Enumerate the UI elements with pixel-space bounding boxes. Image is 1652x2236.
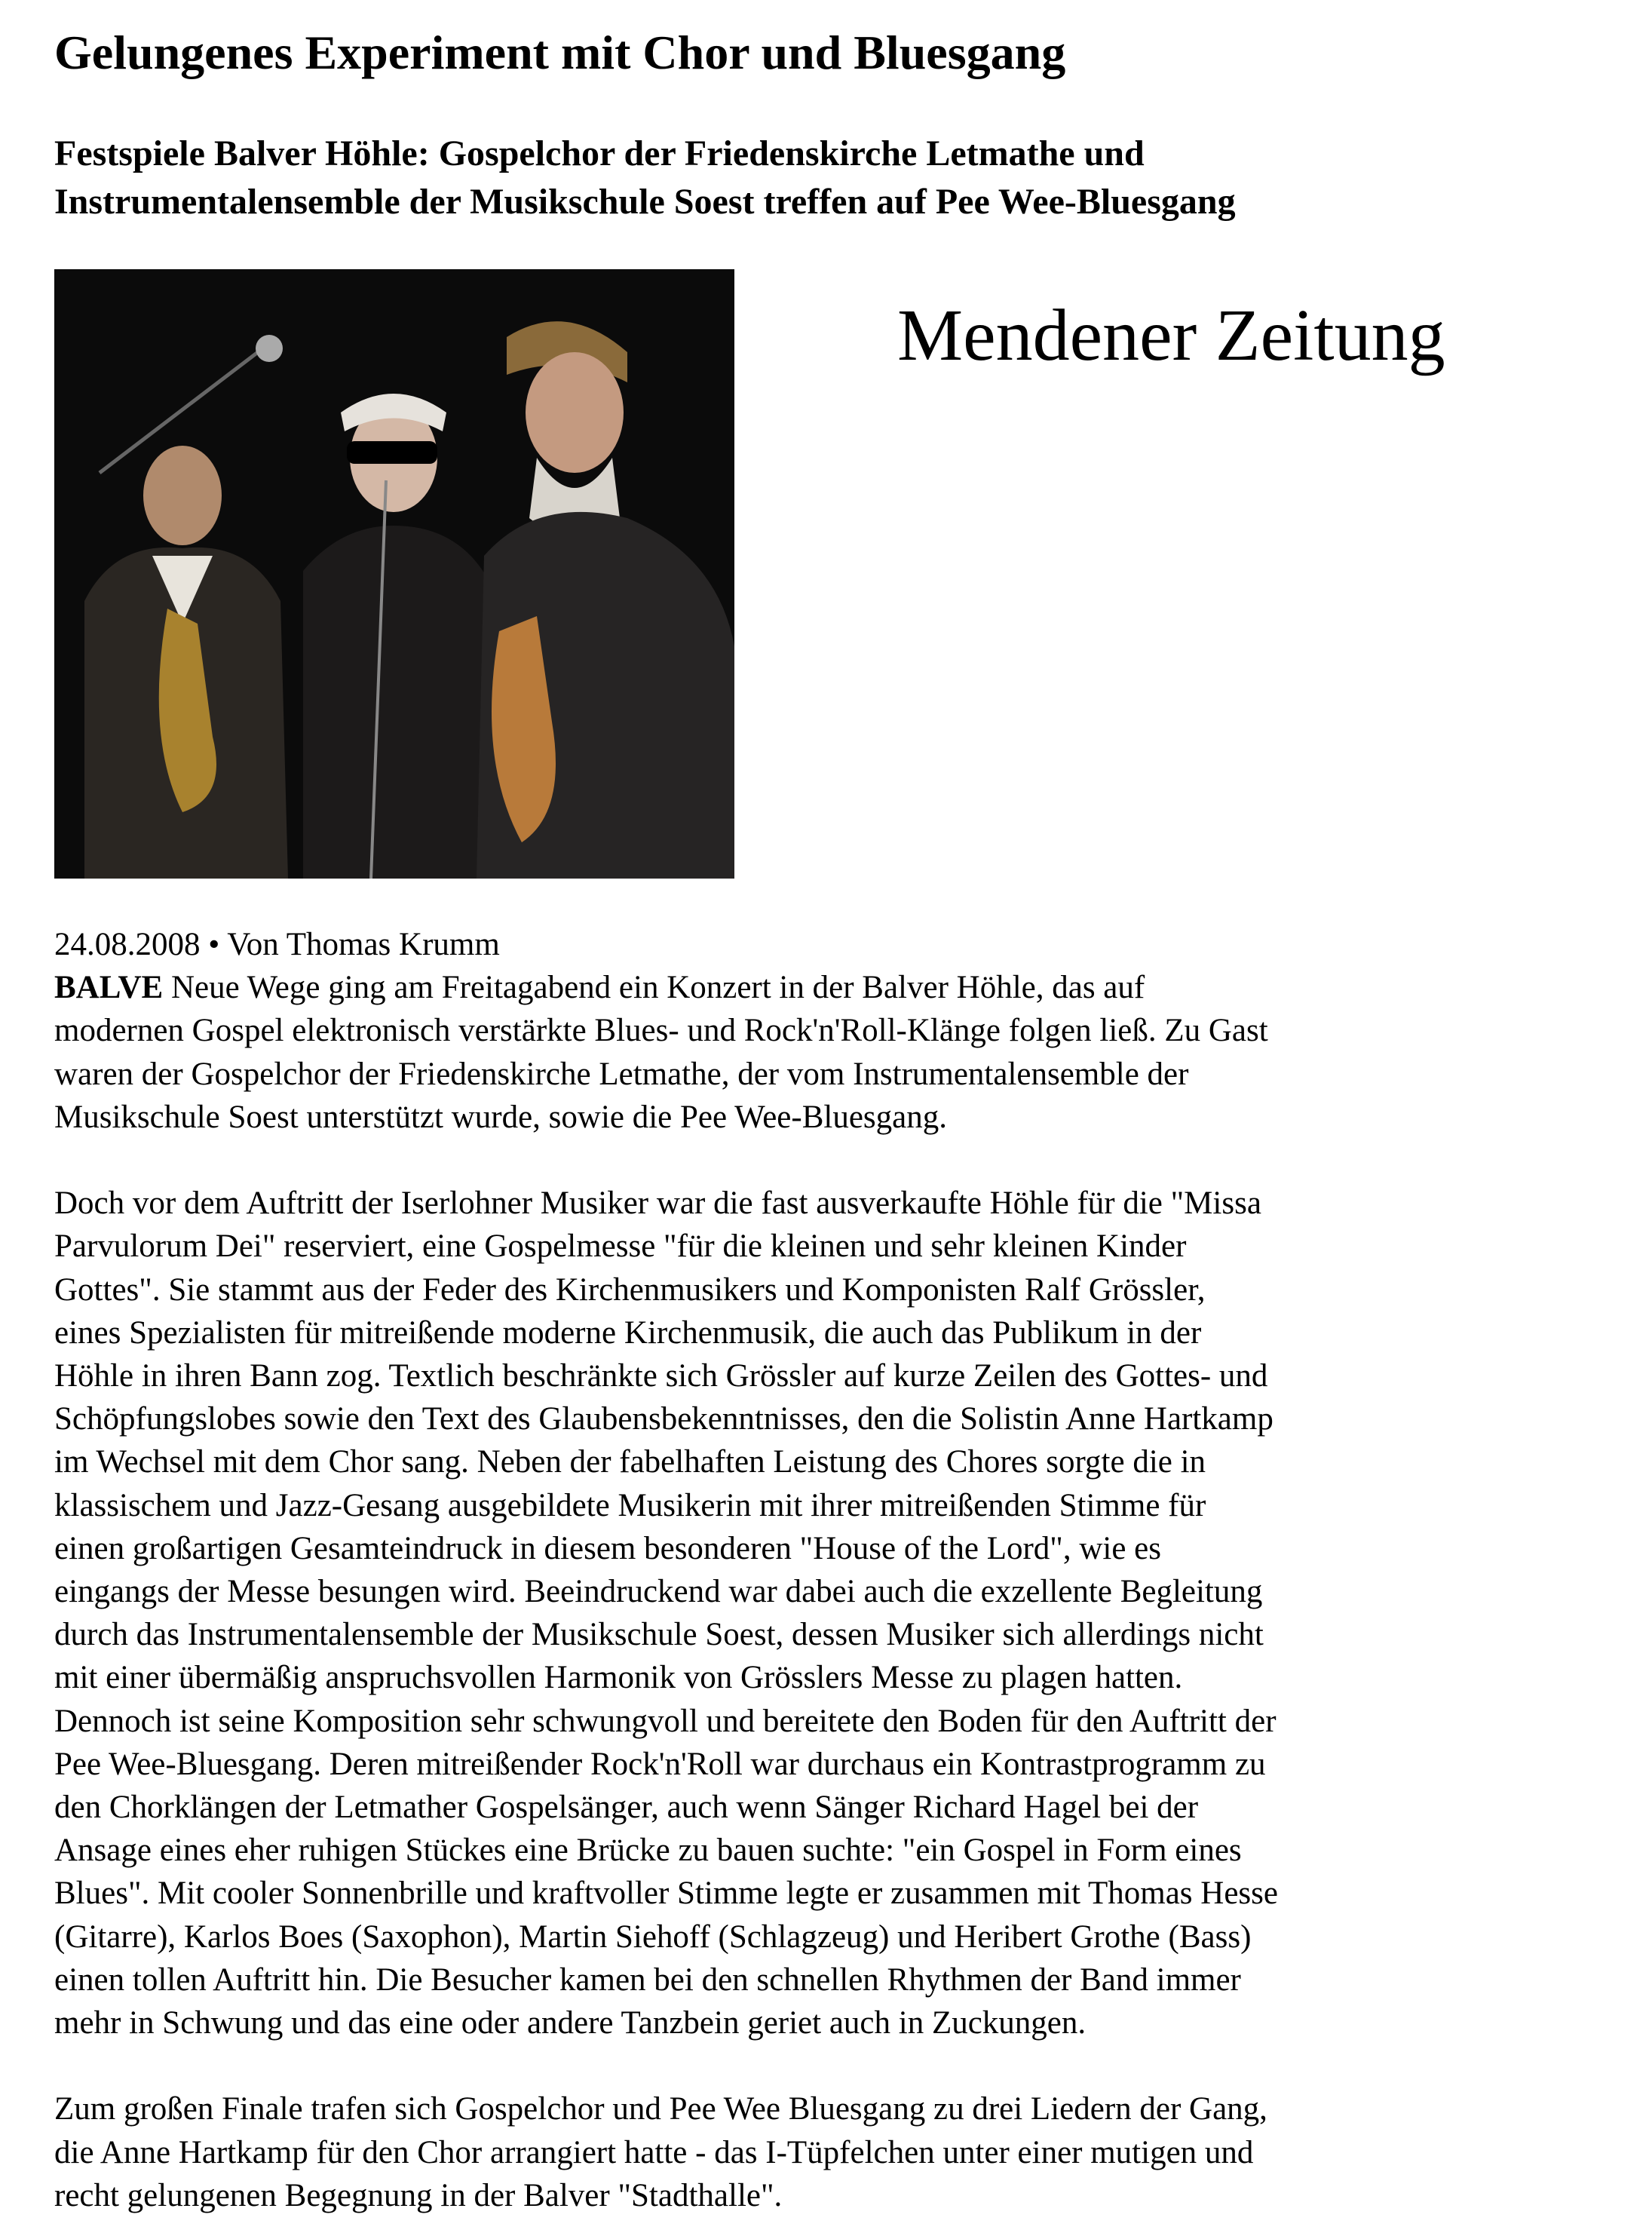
subheadline-line: Instrumentalensemble der Musikschule Soest treffen auf Pee Wee-Bluesgang: [54, 182, 1236, 222]
article-line: durch das Instrumentalensemble der Musikschule Soest, dessen Musiker sich allerdings nicht: [54, 1617, 1264, 1653]
article-line: Gottes". Sie stammt aus der Feder des Kirchenmusikers und Komponisten Ralf Grössler,: [54, 1271, 1206, 1308]
article-line: einen tollen Auftritt hin. Die Besucher kamen bei den schnellen Rhythmen der Band immer: [54, 1961, 1241, 1998]
article-line: Zum großen Finale trafen sich Gospelchor und Pee Wee Bluesgang zu drei Liedern der Gang,: [54, 2091, 1267, 2127]
article-line: Parvulorum Dei" reserviert, eine Gospelmesse "für die kleinen und sehr kleinen Kinder: [54, 1228, 1187, 1265]
byline: 24.08.2008 • Von Thomas Krumm: [54, 927, 500, 962]
subheadline-line: Festspiele Balver Höhle: Gospelchor der Friedenskirche Letmathe und: [54, 133, 1145, 173]
paragraph-2: [54, 1182, 1623, 2044]
article-line: eingangs der Messe besungen wird. Beeindruckend war dabei auch die exzellente Begleitung: [54, 1574, 1263, 1610]
masthead-logo: Mendener Zeitung: [897, 295, 1445, 376]
article-line: den Chorklängen der Letmather Gospelsänger, auch wenn Sänger Richard Hagel bei der: [54, 1790, 1199, 1826]
article-line: modernen Gospel elektronisch verstärkte Blues- und Rock'n'Roll-Klänge folgen ließ. Zu Gast: [54, 1013, 1268, 1049]
headline: Gelungenes Experiment mit Chor und Bluesgang: [54, 26, 1066, 79]
article-line: (Gitarre), Karlos Boes (Saxophon), Martin Siehoff (Schlagzeug) und Heribert Grothe (Bass): [54, 1919, 1252, 1955]
paragraph-3: [54, 2087, 1623, 2217]
subheadline: [54, 130, 1236, 226]
article-line: Pee Wee-Bluesgang. Deren mitreißender Rock'n'Roll war durchaus ein Kontrastprogramm zu: [54, 1746, 1266, 1782]
article-line: im Wechsel mit dem Chor sang. Neben der fabelhaften Leistung des Chores sorgte die in: [54, 1444, 1206, 1480]
article-line: recht gelungenen Begegnung in der Balver "Stadthalle".: [54, 2177, 783, 2213]
article-line: Doch vor dem Auftritt der Iserlohner Musiker war die fast ausverkaufte Höhle für die "Missa: [54, 1185, 1261, 1222]
article-line: Ansage eines eher ruhigen Stückes eine Brücke zu bauen suchte: "ein Gospel in Form eines: [54, 1833, 1242, 1869]
dateline: BALVE: [54, 970, 164, 1006]
article-line: Dennoch ist seine Komposition sehr schwungvoll und bereitete den Boden für den Auftritt der: [54, 1703, 1277, 1739]
article-line: Höhle in ihren Bann zog. Textlich beschränkte sich Grössler auf kurze Zeilen des Gottes- und: [54, 1358, 1268, 1394]
article-line: Musikschule Soest unterstützt wurde, sowie die Pee Wee-Bluesgang.: [54, 1099, 947, 1135]
article-line: Schöpfungslobes sowie den Text des Glaubensbekenntnisses, den die Solistin Anne Hartkamp: [54, 1401, 1273, 1437]
article-body: [54, 923, 1623, 2217]
article-line: Blues". Mit cooler Sonnenbrille und kraftvoller Stimme legte er zusammen mit Thomas Hesse: [54, 1876, 1278, 1912]
article-line: mehr in Schwung und das eine oder andere Tanzbein geriet auch in Zuckungen.: [54, 2005, 1087, 2041]
article-line: eines Spezialisten für mitreißende moderne Kirchenmusik, die auch das Publikum in der: [54, 1314, 1202, 1351]
concert-photo: [54, 269, 734, 879]
article-line: BALVE Neue Wege ging am Freitagabend ein Konzert in der Balver Höhle, das auf: [54, 970, 1145, 1006]
article-line: die Anne Hartkamp für den Chor arrangiert hatte - das I-Tüpfelchen unter einer mutigen und: [54, 2134, 1254, 2170]
article-line: mit einer übermäßig anspruchsvollen Harmonik von Grösslers Messe zu plagen hatten.: [54, 1660, 1183, 1696]
article-line: klassischem und Jazz-Gesang ausgebildete Musikerin mit ihrer mitreißenden Stimme für: [54, 1487, 1206, 1523]
article-line: waren der Gospelchor der Friedenskirche Letmathe, der vom Instrumentalensemble der: [54, 1056, 1189, 1092]
article-line: einen großartigen Gesamteindruck in diesem besonderen "House of the Lord", wie es: [54, 1530, 1161, 1566]
musicians-image: [54, 269, 734, 879]
